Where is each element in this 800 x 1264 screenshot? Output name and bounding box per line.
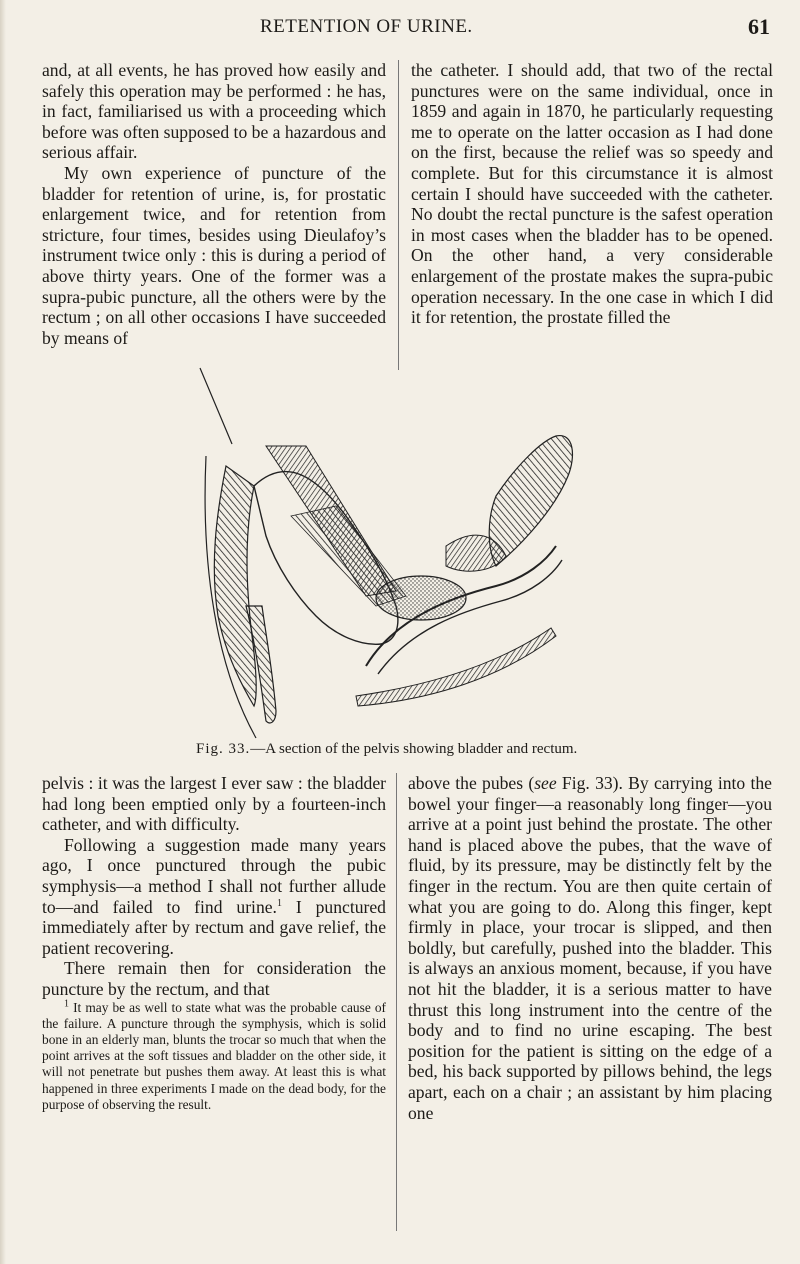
column-bottom-left	[42, 773, 386, 1113]
pelvis-section-illustration	[196, 366, 616, 742]
column-top-right	[411, 60, 773, 328]
paragraph	[408, 773, 772, 1123]
paragraph: There remain then for consideration the puncture by the rectum, and that	[42, 958, 386, 999]
figure-caption-text: —A section of the pelvis showing bladder and rectum.	[250, 741, 578, 757]
figure-caption	[196, 741, 756, 758]
paragraph-text: I punctured immediately after by rectum and gave relief, the patient recovering.	[42, 896, 386, 958]
trocar-line	[200, 368, 232, 444]
footnote-mark: 1	[64, 998, 69, 1010]
paragraph: and, at all events, he has proved how easily and safely this operation may be performed : he has, in fact, familiarised us with a proceeding which before was often supposed to be a hazardous and serious affair.	[42, 60, 386, 163]
paragraph-text: above the pubes (	[408, 773, 535, 793]
see-reference: see	[534, 773, 557, 793]
footnote-reference: 1	[276, 897, 282, 909]
paragraph-text: Fig. 33). By carrying into the bowel your finger—a reasonably long finger—you arrive at a point just behind the prostate. The other hand is placed above the pubes, that the wave of fluid, by its pressure, may be distinctly felt by the finger in the rectum. You are then quite certain of what you are going to do. Along this finger, kept firmly in place, your trocar is slipped, and then boldly, but carefully, pushed into the bladder. This is always an anxious moment, because, if you have not hit the bladder, it is a serious matter to have thrust this long instrument into the centre of the body and to find no urine escaping. The best position for the patient is sitting on the edge of a bed, his back supported by pillows behind, the legs apart, each on a chair ; an assistant by him placing one	[408, 773, 772, 1123]
paragraph: My own experience of puncture of the bladder for retention of urine, is, for prostatic enlargement twice, and for retention from stricture, four times, besides using Dieulafoy’s instrument twice only : this is during a period of above thirty years. One of the former was a supra-pubic puncture, all the others were by the rectum ; on all other occasions I have succeeded by means of	[42, 162, 386, 348]
paragraph-text: Following a suggestion made many years ago, I once punctured through the pubic symphysis—a method I shall not further allude to—and failed to find urine.	[42, 834, 386, 917]
pubic-bone	[489, 436, 572, 566]
sacrum-bone	[214, 466, 256, 706]
running-header	[40, 16, 770, 40]
column-divider	[396, 773, 397, 1231]
footnote	[42, 1000, 386, 1113]
paragraph: the catheter. I should add, that two of the rectal punctures were on the same individual, once in 1859 and again in 1870, he particularly requesting me to operate on the latter occasion as I had done on the first, because the relief was so speedy and complete. But for this circumstance it is almost certain I should have succeeded with the catheter. No doubt the rectal puncture is the safest operation in most cases when the bladder has to be opened. On the other hand, a very considerable enlargement of the prostate makes the supra-pubic operation necessary. In the one case in which I did it for retention, the prostate filled the	[411, 60, 773, 328]
page-number: 61	[748, 14, 770, 39]
paragraph: pelvis : it was the largest I ever saw : the bladder had long been emptied only by a fourteen-inch catheter, and with difficulty.	[42, 773, 386, 835]
page-edge	[0, 0, 6, 1264]
footnote-text: It may be as well to state what was the probable cause of the failure. A puncture through the symphysis, which is solid bone in an elderly man, blunts the trocar so much that when the point arrives at the soft tissues and bladder on the other side, it will not penetrate but pushes them away. At least this is what happened in three experiments I made on the dead body, for the purpose of observing the result.	[42, 999, 386, 1112]
running-title: RETENTION OF URINE.	[260, 16, 473, 37]
column-divider	[398, 60, 399, 370]
figure-label: Fig. 33.	[196, 741, 251, 757]
column-bottom-right	[408, 773, 772, 1123]
paragraph	[42, 835, 386, 959]
column-top-left	[42, 60, 386, 348]
